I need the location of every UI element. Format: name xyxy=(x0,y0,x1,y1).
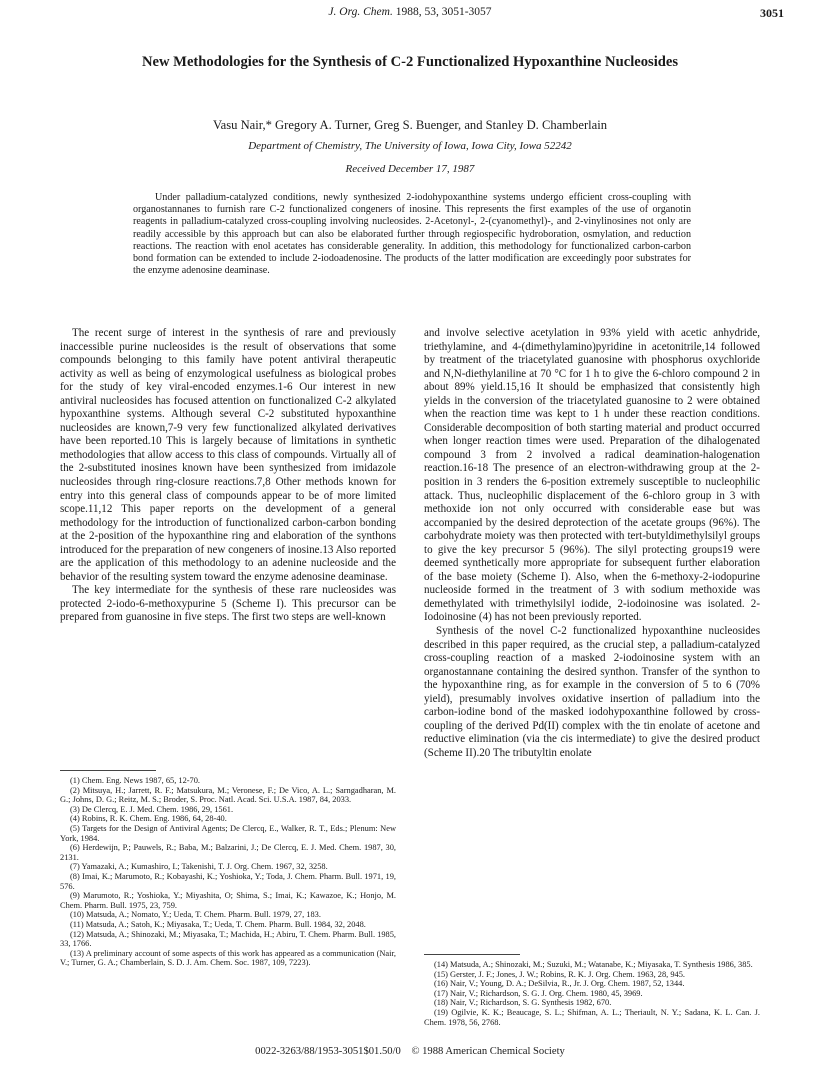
page-footer xyxy=(0,1046,820,1057)
footnote: (13) A preliminary account of some aspects of this work has appeared as a communication (Nair, V.; Turner, G. A.; Chamberlain, S. D. J. Am. Chem. Soc. 1987, 109, 7223). xyxy=(60,948,396,968)
body-paragraph: and involve selective acetylation in 93% yield with acetic anhydride, triethylamine, and 4-(dimethylamino)pyridine in acetonitrile,14 followed by treatment of the triacetylated guanosine with phosphorus oxychloride and N,N-diethylaniline at 70 °C for 1 h to give the 6-chloro compound 2 in about 89% yield.15,16 It should be emphasized that consistently high yields in the conversion of the triacetylated guanosine to 2 were obtained when the reaction time was kept to 1 h under these reaction conditions. Considerable decomposition of both starting material and product occurred when longer reaction times were used. Preparation of the dihalogenated compound 3 from 2 involved a radical deamination-halogenation reaction.16-18 The presence of an electron-withdrawing group at the 2-position in 3 renders the 6-position extremely susceptible to nucleophilic attack. Thus, nucleophilic displacement of the 6-chloro group in 3 with methoxide ion not only occurred with considerable ease but was accompanied by the desired deprotection of the acetate groups (96%). The carbohydrate moiety was then protected with tert-butyldimethylsilyl groups to give the key precursor 5 (96%). The silyl protecting groups19 were deemed synthetically more appropriate for subsequent further elaboration of the base moiety (Scheme I). Also, when the 6-methoxy-2-iodopurine nucleoside formed in the treatment of 3 with sodium methoxide was demethylated with trimethylsilyl iodide, 2-iodoinosine was isolated. 2-Iodoinosine (4) has not been previously reported. xyxy=(424,327,760,624)
article-title: New Methodologies for the Synthesis of C-2 Functionalized Hypoxanthine Nucleosides xyxy=(141,54,679,70)
right-column-body xyxy=(424,327,760,761)
footnote: (3) De Clercq, E. J. Med. Chem. 1986, 29, 1561. xyxy=(70,804,234,814)
body-paragraph: The recent surge of interest in the synthesis of rare and previously inaccessible purine nucleosides is the result of observations that some compounds belonging to this family have potent antiviral therapeutic activity as well as being of enzymological usefulness as biological probes for the study of key viral-encoded enzymes.1-6 Our interest in new antiviral nucleosides has focused attention on functionalized C-2 alkylated hypoxanthine systems. Although several C-2 substituted hypoxanthine nucleosides are known,7-9 very few functionalized alkylated derivatives have been reported.10 This is largely because of limitations in synthetic methodologies that allow access to this class of compounds. Virtually all of the 2-substituted inosines known have been synthesized from imidazole nucleosides through ring-closure reactions.7,8 Other methods known for entry into this general class of compounds appear to be of more limited scope.11,12 This paper reports on the development of a general methodology for the introduction of functionalized carbon-carbon bonding at the 2-position of the hypoxanthine ring and elaboration of the synthons introduced for the preparation of new congeners of inosine.13 Also reported are the application of this methodology to an adenine nucleoside and the behavior of the resulting system toward the enzyme adenosine deaminase. xyxy=(60,327,396,583)
footnote: (12) Matsuda, A.; Shinozaki, M.; Miyasaka, T.; Machida, H.; Abiru, T. Chem. Pharm. Bull. 1985, 33, 1766. xyxy=(60,929,396,949)
footnote: (14) Matsuda, A.; Shinozaki, M.; Suzuki, M.; Watanabe, K.; Miyasaka, T. Synthesis 1986, 385. xyxy=(434,960,753,969)
page-number: 3051 xyxy=(760,6,784,20)
footnote: (15) Gerster, J. F.; Jones, J. W.; Robins, R. K. J. Org. Chem. 1963, 28, 945. xyxy=(434,969,686,979)
issn-code: 0022-3263/88/1953-3051$01.50/0 xyxy=(255,1046,401,1057)
received-date: Received December 17, 1987 xyxy=(345,163,475,175)
footnote-divider xyxy=(60,770,156,771)
left-column-body xyxy=(60,327,396,625)
footnote: (6) Herdewijn, P.; Pauwels, R.; Baba, M.; Balzarini, J.; De Clercq, E. J. Med. Chem. 1987, 30, 2131. xyxy=(60,843,396,862)
journal-name: J. Org. Chem. xyxy=(328,6,393,18)
author-affiliation: Department of Chemistry, The University of Iowa, Iowa City, Iowa 52242 xyxy=(248,140,572,152)
left-footnotes xyxy=(60,776,396,968)
footnote: (16) Nair, V.; Young, D. A.; DeSilvia, R., Jr. J. Org. Chem. 1987, 52, 1344. xyxy=(434,979,685,989)
body-paragraph: The key intermediate for the synthesis of these rare nucleosides was protected 2-iodo-6-methoxypurine 5 (Scheme I). This precursor can be prepared from guanosine in five steps. The first two steps are well-known xyxy=(60,584,396,624)
footnote: (8) Imai, K.; Marumoto, R.; Kobayashi, K.; Yoshioka, Y.; Toda, J. Chem. Pharm. Bull. 1971, 19, 576. xyxy=(60,871,396,891)
right-footnotes xyxy=(424,960,760,1027)
footnote: (10) Matsuda, A.; Nomato, Y.; Ueda, T. Chem. Pharm. Bull. 1979, 27, 183. xyxy=(70,910,321,920)
body-paragraph: Synthesis of the novel C-2 functionalized hypoxanthine nucleosides described in this paper required, as the crucial step, a palladium-catalyzed cross-coupling reaction of a masked 2-iodoinosine system with an organostannane containing the desired synthon. Transfer of the synthon to the hypoxanthine ring, as for example in the conversion of 5 to 6 (70% yield), presumably involves oxidative insertion of palladium into the carbon-iodine bond of the masked iodohypoxanthine followed by cross-coupling of the derived Pd(II) complex with the tin enolate of acetone and reductive elimination (via the cis intermediate) to give the desired product (Scheme II).20 The tributyltin enolate xyxy=(424,625,760,759)
footnote: (19) Ogilvie, K. K.; Beaucage, S. L.; Shifman, A. L.; Theriault, N. Y.; Sadana, K. L. Can. J. Chem. 1978, 56, 2768. xyxy=(424,1007,760,1027)
footnote: (17) Nair, V.; Richardson, S. G. J. Org. Chem. 1980, 45, 3969. xyxy=(434,988,643,998)
abstract: Under palladium-catalyzed conditions, newly synthesized 2-iodohypoxanthine systems undergo efficient cross-coupling with organostannanes to furnish rare C-2 functionalized congeners of inosine. This represents the first examples of the use of organotin reagents in palladium-catalyzed cross-coupling involving nucleosides. 2-Acetonyl-, 2-(cyanomethyl)-, and 2-vinylinosines not only are readily accessible by this approach but can also be elaborated further through regiospecific hydroboration, osmylation, and reduction reactions. The reaction with enol acetates has considerable generality. In addition, this methodology for functionalized carbon-carbon bond formation can be extended to include 2-iodoadenosine. The products of the latter modification are exceedingly poor substrates for the enzyme adenosine deaminase. xyxy=(133,192,691,277)
journal-citation xyxy=(0,6,820,18)
footnote: (11) Matsuda, A.; Satoh, K.; Miyasaka, T.; Ueda, T. Chem. Pharm. Bull. 1984, 32, 2048. xyxy=(70,919,366,929)
copyright-notice: © 1988 American Chemical Society xyxy=(411,1046,565,1057)
footnote: (9) Marumoto, R.; Yoshioka, Y.; Miyashita, O; Shima, S.; Imai, K.; Kawazoe, K.; Honjo, M. Chem. Pharm. Bull. 1975, 23, 759. xyxy=(60,891,396,910)
running-header xyxy=(0,6,820,26)
footnote-divider xyxy=(424,954,520,955)
footnote: (4) Robins, R. K. Chem. Eng. 1986, 64, 28-40. xyxy=(70,814,227,824)
author-list: Vasu Nair,* Gregory A. Turner, Greg S. Buenger, and Stanley D. Chamberlain xyxy=(212,118,608,132)
footnote: (7) Yamazaki, A.; Kumashiro, I.; Takenishi, T. J. Org. Chem. 1967, 32, 3258. xyxy=(70,862,328,872)
journal-volume: 1988, 53, 3051-3057 xyxy=(395,6,492,18)
footnote: (5) Targets for the Design of Antiviral Agents; De Clercq, E., Walker, R. T., Eds.; Plenum: New York, 1984. xyxy=(60,823,396,843)
footnote: (1) Chem. Eng. News 1987, 65, 12-70. xyxy=(70,776,201,785)
footnote: (2) Mitsuya, H.; Jarrett, R. F.; Matsukura, M.; Veronese, F.; De Vico, A. L.; Sarngadharan, M. G.; Johns, D. G.; Reitz, M. S.; Broder, S. Proc. Natl. Acad. Sci. U.S.A. 1987, 84, 2033. xyxy=(60,785,396,805)
footnote: (18) Nair, V.; Richardson, S. G. Synthesis 1982, 670. xyxy=(434,998,612,1008)
